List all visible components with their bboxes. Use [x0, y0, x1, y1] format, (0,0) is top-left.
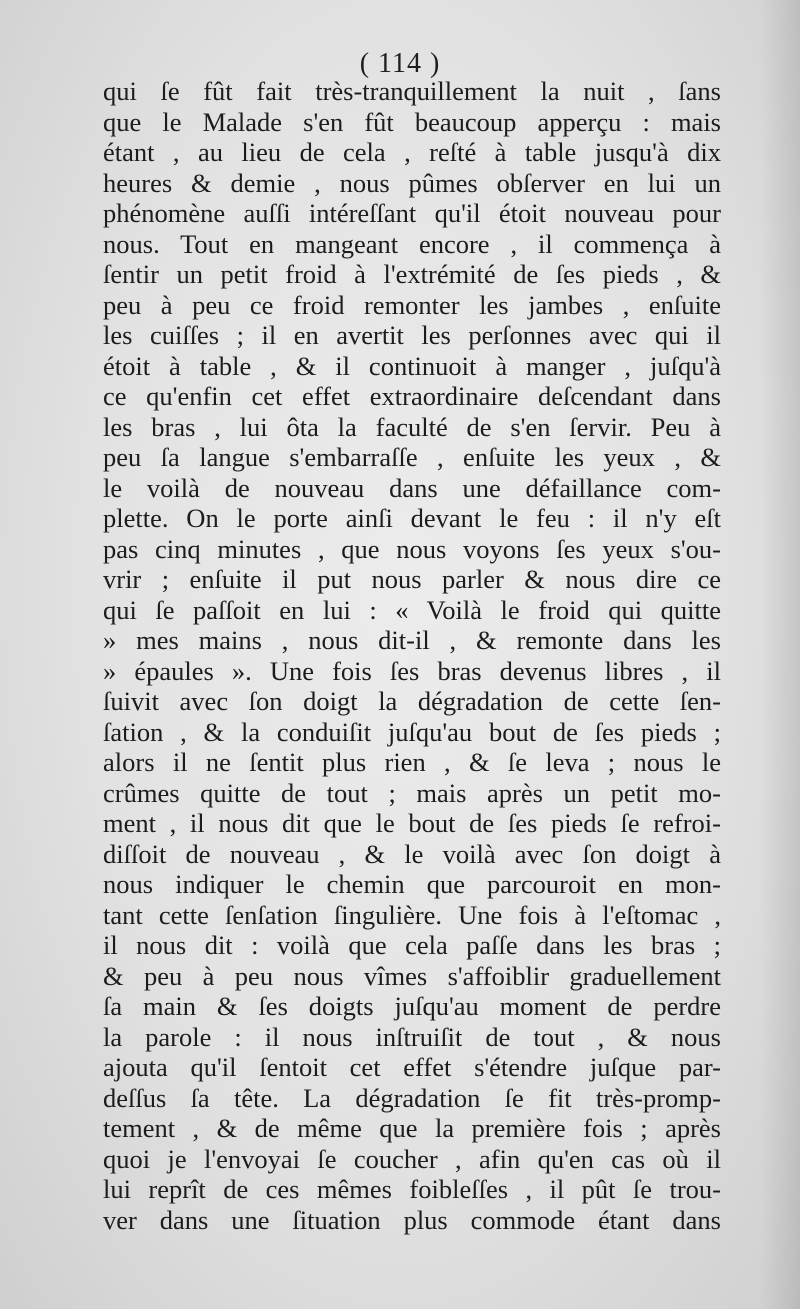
text-line: & peu à peu nous vîmes s'affoiblir graduellement	[103, 960, 721, 991]
text-line: peu ſa langue s'embarraſſe , enſuite les yeux , &	[103, 442, 721, 472]
text-line: nous indiquer le chemin que parcouroit en mon-	[103, 869, 721, 899]
text-line: pas cinq minutes , que nous voyons ſes yeux s'ou-	[103, 533, 721, 564]
text-line: deſſus ſa tête. La dégradation ſe fit très-promp-	[103, 1082, 721, 1113]
text-line: ſuivit avec ſon doigt la dégradation de cette ſen-	[103, 686, 721, 716]
text-line: ver dans une ſituation plus commode étant dans	[103, 1204, 721, 1235]
text-line: crûmes quitte de tout ; mais après un petit mo-	[103, 777, 721, 808]
text-line: la parole : il nous inſtruiſit de tout , & nous	[103, 1021, 721, 1052]
text-line: qui ſe fût fait très-tranquillement la nuit , ſans	[103, 76, 721, 106]
text-line: il nous dit : voilà que cela paſſe dans les bras ;	[103, 930, 721, 960]
text-line: ſa main & ſes doigts juſqu'au moment de perdre	[103, 991, 721, 1021]
text-line: étoit à table , & il continuoit à manger , juſqu'à	[103, 350, 721, 381]
gutter-shadow	[760, 0, 800, 1309]
text-line: tement , & de même que la première fois ; après	[103, 1113, 721, 1143]
text-line: nous. Tout en mangeant encore , il commença à	[103, 228, 721, 259]
text-line: lui reprît de ces mêmes foibleſſes , il pût ſe trou-	[103, 1174, 721, 1204]
text-line: les cuiſſes ; il en avertit les perſonnes avec qui il	[103, 320, 721, 350]
text-line: tant cette ſenſation ſingulière. Une fois à l'eſtomac ,	[103, 899, 721, 930]
text-line: heures & demie , nous pûmes obſerver en lui un	[103, 167, 721, 198]
text-line: ment , il nous dit que le bout de ſes pieds ſe refroi-	[103, 808, 721, 838]
text-line: ce qu'enfin cet effet extraordinaire deſcendant dans	[103, 381, 721, 411]
text-line: plette. On le porte ainſi devant le feu : il n'y eſt	[103, 503, 721, 533]
text-line: ſentir un petit froid à l'extrémité de ſes pieds , &	[103, 259, 721, 289]
text-line: étant , au lieu de cela , reſté à table jusqu'à dix	[103, 137, 721, 167]
text-line: peu à peu ce froid remonter les jambes , enſuite	[103, 289, 721, 320]
body-text	[103, 76, 721, 1235]
text-line: ſation , & la conduiſit juſqu'au bout de ſes pieds ;	[103, 716, 721, 747]
text-line: phénomène auſſi intéreſſant qu'il étoit nouveau pour	[103, 198, 721, 228]
text-line: vrir ; enſuite il put nous parler & nous dire ce	[103, 564, 721, 594]
text-line: quoi je l'envoyai ſe coucher , afin qu'en cas où il	[103, 1143, 721, 1174]
text-line: alors il ne ſentit plus rien , & ſe leva ; nous le	[103, 747, 721, 777]
text-line: que le Malade s'en fût beaucoup apperçu : mais	[103, 106, 721, 137]
text-line: ajouta qu'il ſentoit cet effet s'étendre juſque par-	[103, 1052, 721, 1082]
text-line: le voilà de nouveau dans une défaillance com-	[103, 472, 721, 503]
text-line: » mes mains , nous dit-il , & remonte dans les	[103, 625, 721, 655]
text-line: qui ſe paſſoit en lui : « Voilà le froid qui quitte	[103, 594, 721, 625]
page-number: ( 114 )	[359, 48, 441, 79]
text-line: les bras , lui ôta la faculté de s'en ſervir. Peu à	[103, 411, 721, 442]
text-line: » épaules ». Une fois ſes bras devenus libres , il	[103, 655, 721, 686]
text-line: diſſoit de nouveau , & le voilà avec ſon doigt à	[103, 838, 721, 869]
